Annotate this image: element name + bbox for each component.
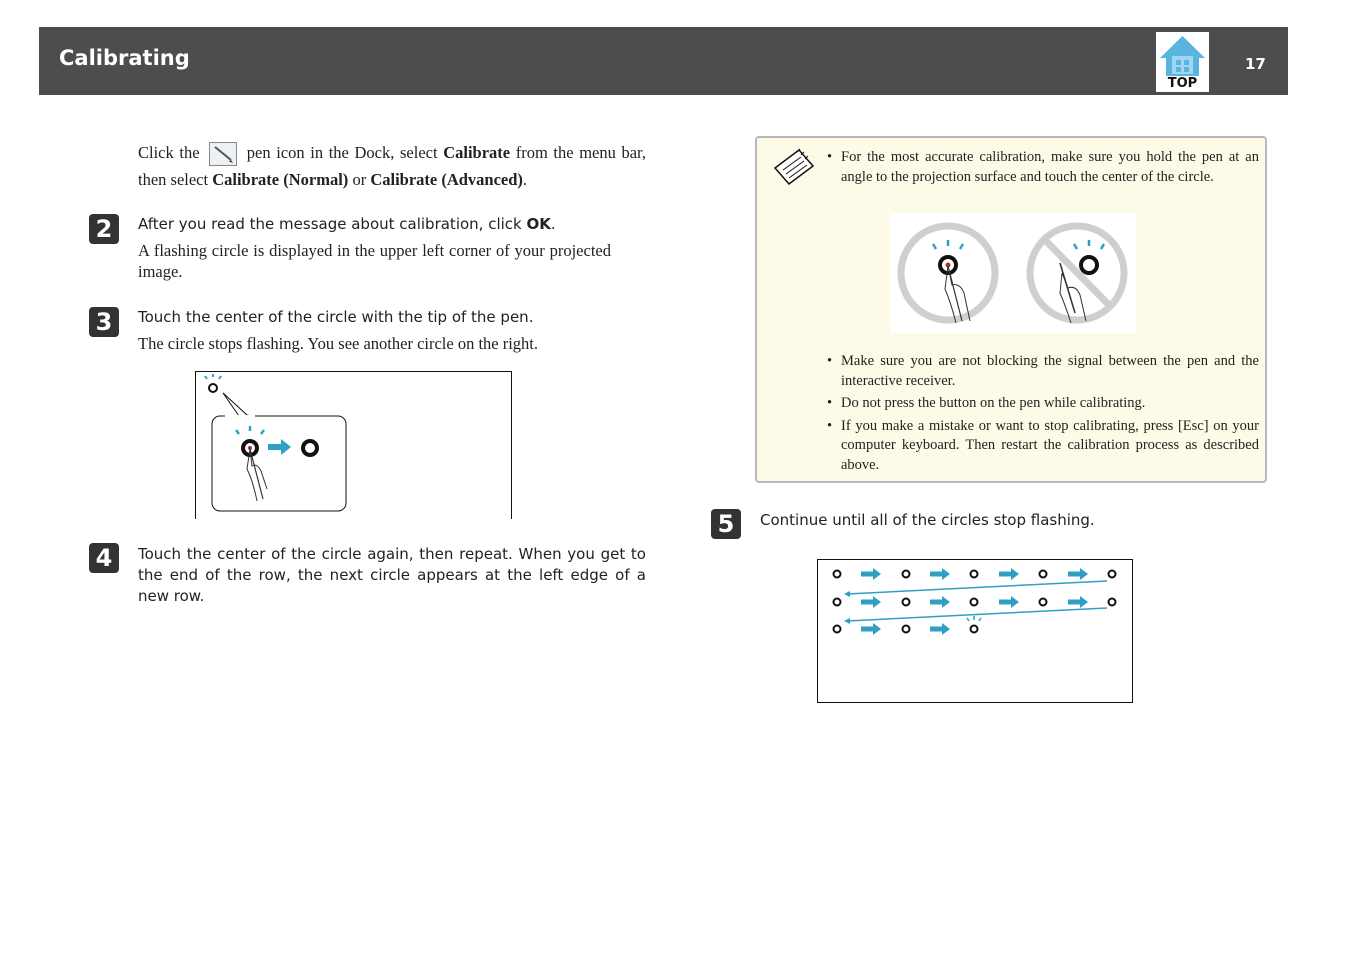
note-icon — [771, 146, 817, 188]
page-title: Calibrating — [59, 46, 190, 70]
note-item: • If you make a mistake or want to stop calibrating, press [Esc] on your computer keyboard. Then restart the calibration process as described above. — [827, 417, 1259, 476]
pen-icon — [209, 142, 237, 166]
step-4-number: 4 — [89, 543, 119, 573]
step-3-instruction: Touch the center of the circle with the tip of the pen. — [138, 308, 534, 326]
intro-paragraph: Click the pen icon in the Dock, select Calibrate from the menu bar, then select Calibrate (Normal) or Calibrate (Advanced). — [138, 143, 647, 190]
note-item: • For the most accurate calibration, make sure you hold the pen at an angle to the projection surface and touch the center of the circle. — [827, 148, 1259, 187]
step-3-figure — [195, 371, 513, 521]
step-4-instruction: Touch the center of the circle again, then repeat. When you get to the end of the row, the next circle appears at the left edge of a new row. — [138, 545, 646, 605]
note-item: • Make sure you are not blocking the signal between the pen and the interactive receiver. — [827, 352, 1259, 391]
page-header — [39, 27, 1288, 95]
step-3-result: The circle stops flashing. You see another circle on the right. — [138, 334, 539, 353]
step-2-result: A flashing circle is displayed in the upper left corner of your projected image. — [138, 241, 611, 281]
note-box — [755, 136, 1267, 483]
note-item: • Do not press the button on the pen while calibrating. — [827, 394, 1259, 414]
calibration-grid-figure — [817, 559, 1134, 704]
step-5-instruction: Continue until all of the circles stop flashing. — [760, 511, 1095, 529]
step-3-number: 3 — [89, 307, 119, 337]
pen-angle-figure — [890, 213, 1136, 333]
note-list-top — [827, 148, 1259, 187]
note-list-bottom — [827, 352, 1259, 475]
page-number: 17 — [1245, 55, 1266, 73]
step-2-instruction: After you read the message about calibration, click OK. — [138, 215, 556, 233]
step-2-number: 2 — [89, 214, 119, 244]
top-button[interactable] — [1156, 32, 1209, 92]
top-button-label: TOP — [1167, 76, 1198, 91]
step-5-number: 5 — [711, 509, 741, 539]
